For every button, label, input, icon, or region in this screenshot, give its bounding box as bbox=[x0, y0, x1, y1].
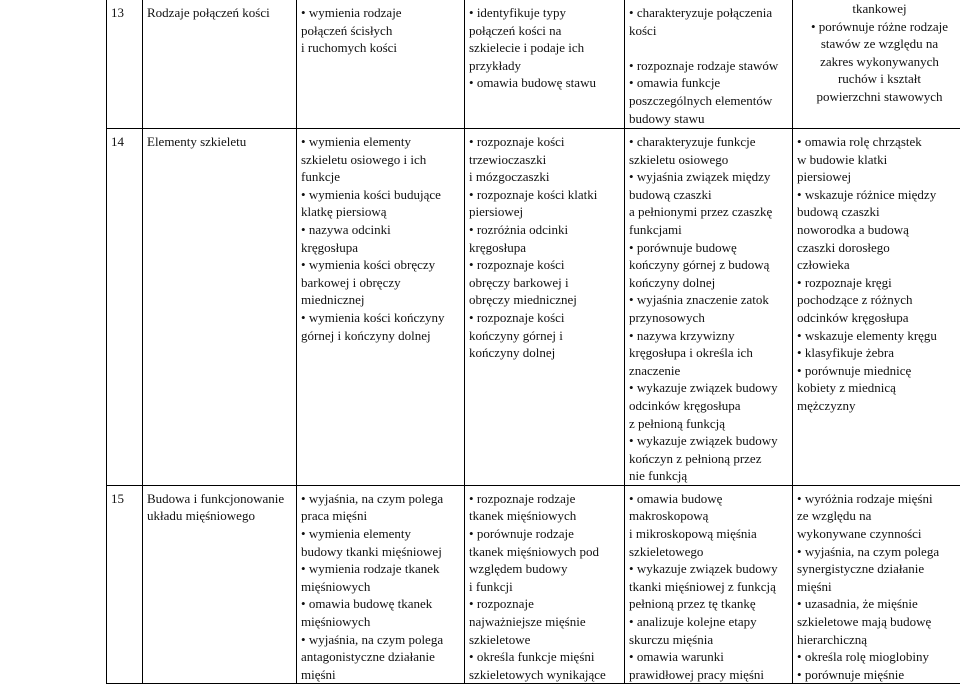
continuation-line: hierarchiczną bbox=[797, 631, 960, 649]
bullet-item: • wyjaśnia związek między bbox=[629, 168, 792, 186]
continuation-line bbox=[629, 39, 792, 57]
bullet-item: • rozróżnia odcinki bbox=[469, 221, 624, 239]
requirements-cell bbox=[297, 0, 465, 129]
continuation-line: poszczególnych elementów bbox=[629, 92, 792, 110]
lesson-topic bbox=[143, 485, 297, 684]
continuation-line: zakres wykonywanych bbox=[797, 53, 960, 71]
topic-line: Elementy szkieletu bbox=[147, 133, 294, 151]
bullet-item: • uzasadnia, że mięśnie bbox=[797, 595, 960, 613]
continuation-line: tkanki mięśniowej z funkcją bbox=[629, 578, 792, 596]
topic-line: Budowa i funkcjonowanie bbox=[147, 490, 294, 508]
requirements-cell bbox=[297, 129, 465, 486]
continuation-line: powierzchni stawowych bbox=[797, 88, 960, 106]
continuation-line: mięśni bbox=[301, 666, 464, 684]
continuation-line: względem budowy bbox=[469, 560, 624, 578]
page-margin bbox=[0, 0, 106, 608]
continuation-line: tkanek mięśniowych pod bbox=[469, 543, 624, 561]
continuation-line: prawidłowej pracy mięśni bbox=[629, 666, 792, 684]
continuation-line: kończyny górnej i bbox=[469, 327, 624, 345]
continuation-line: trzewioczaszki bbox=[469, 151, 624, 169]
table-row bbox=[107, 485, 960, 684]
bullet-item: • klasyfikuje żebra bbox=[797, 344, 960, 362]
continuation-line: przykłady bbox=[469, 57, 624, 75]
bullet-item: • nazywa odcinki bbox=[301, 221, 464, 239]
continuation-line: budowy stawu bbox=[629, 110, 792, 128]
bullet-item: • wymienia rodzaje bbox=[301, 4, 464, 22]
continuation-line: i funkcji bbox=[469, 578, 624, 596]
table-row bbox=[107, 0, 960, 129]
bullet-item: • wykazuje związek budowy bbox=[629, 379, 792, 397]
continuation-line: z pełnioną funkcją bbox=[629, 415, 792, 433]
continuation-line: obręczy miednicznej bbox=[469, 291, 624, 309]
continuation-line: tkanek mięśniowych bbox=[469, 507, 624, 525]
continuation-line: i mózgoczaszki bbox=[469, 168, 624, 186]
continuation-line: górnej i kończyny dolnej bbox=[301, 327, 464, 345]
bullet-item: • porównuje rodzaje bbox=[469, 525, 624, 543]
requirements-cell bbox=[465, 485, 625, 684]
continuation-line: szkielecie i podaje ich bbox=[469, 39, 624, 57]
topic-line: układu mięśniowego bbox=[147, 507, 294, 525]
continuation-line: w budowie klatki bbox=[797, 151, 960, 169]
bullet-item: • rozpoznaje kręgi bbox=[797, 274, 960, 292]
continuation-line: kończyny dolnej bbox=[629, 274, 792, 292]
continuation-line: mięśni bbox=[797, 578, 960, 596]
continuation-line: makroskopową bbox=[629, 507, 792, 525]
lesson-number bbox=[107, 485, 143, 684]
bullet-item: • omawia warunki bbox=[629, 648, 792, 666]
continuation-line: piersiowej bbox=[469, 203, 624, 221]
continuation-line: skurczu mięśnia bbox=[629, 631, 792, 649]
lesson-number bbox=[107, 0, 143, 129]
bullet-item: • wyjaśnia znaczenie zatok bbox=[629, 291, 792, 309]
bullet-item: • analizuje kolejne etapy bbox=[629, 613, 792, 631]
table-body bbox=[107, 0, 960, 684]
continuation-line: szkieletu osiowego i ich bbox=[301, 151, 464, 169]
bullet-item: • wymienia rodzaje tkanek bbox=[301, 560, 464, 578]
bullet-item: • porównuje różne rodzaje bbox=[797, 18, 960, 36]
bullet-item: • omawia budowę stawu bbox=[469, 74, 624, 92]
bullet-item: • wyjaśnia, na czym polega bbox=[797, 543, 960, 561]
bullet-item: • rozpoznaje kości bbox=[469, 133, 624, 151]
continuation-line: piersiowej bbox=[797, 168, 960, 186]
continuation-line: kręgosłupa bbox=[469, 239, 624, 257]
continuation-line: szkieletowego bbox=[629, 543, 792, 561]
continuation-line: budową czaszki bbox=[629, 186, 792, 204]
topic-line: Rodzaje połączeń kości bbox=[147, 4, 294, 22]
bullet-item: • identyfikuje typy bbox=[469, 4, 624, 22]
bullet-item: • omawia budowę bbox=[629, 490, 792, 508]
continuation-line: kręgosłupa i określa ich bbox=[629, 344, 792, 362]
bullet-item: • omawia funkcje bbox=[629, 74, 792, 92]
continuation-line: funkcjami bbox=[629, 221, 792, 239]
bullet-item: • określa rolę mioglobiny bbox=[797, 648, 960, 666]
bullet-item: • wskazuje elementy kręgu bbox=[797, 327, 960, 345]
continuation-line: połączeń ścisłych bbox=[301, 22, 464, 40]
bullet-item: • wykazuje związek budowy bbox=[629, 560, 792, 578]
requirements-cell bbox=[625, 485, 793, 684]
requirements-cell bbox=[625, 129, 793, 486]
bullet-item: • wykazuje związek budowy bbox=[629, 432, 792, 450]
continuation-line: antagonistyczne działanie bbox=[301, 648, 464, 666]
continuation-line: szkieletowych wynikające bbox=[469, 666, 624, 684]
continuation-line: synergistyczne działanie bbox=[797, 560, 960, 578]
bullet-item: • omawia rolę chrząstek bbox=[797, 133, 960, 151]
continuation-line: klatkę piersiową bbox=[301, 203, 464, 221]
lesson-number-text: 13 bbox=[111, 5, 124, 20]
continuation-line: kobiety z miednicą bbox=[797, 379, 960, 397]
bullet-item: • wymienia kości budujące bbox=[301, 186, 464, 204]
continuation-line: nie funkcją bbox=[629, 467, 792, 485]
bullet-item: • rozpoznaje kości bbox=[469, 309, 624, 327]
bullet-item: • rozpoznaje kości bbox=[469, 256, 624, 274]
bullet-item: • charakteryzuje połączenia bbox=[629, 4, 792, 22]
continuation-line: najważniejsze mięśnie bbox=[469, 613, 624, 631]
requirements-cell bbox=[297, 485, 465, 684]
continuation-line: funkcje bbox=[301, 168, 464, 186]
continuation-line: obręczy barkowej i bbox=[469, 274, 624, 292]
continuation-line: czaszki dorosłego bbox=[797, 239, 960, 257]
bullet-item: • rozpoznaje kości klatki bbox=[469, 186, 624, 204]
continuation-line: mięśniowych bbox=[301, 578, 464, 596]
bullet-item: • określa funkcje mięśni bbox=[469, 648, 624, 666]
curriculum-table bbox=[106, 0, 960, 684]
table-row bbox=[107, 129, 960, 486]
continuation-line: a pełnionymi przez czaszkę bbox=[629, 203, 792, 221]
continuation-line: i mikroskopową mięśnia bbox=[629, 525, 792, 543]
bullet-item: • wyróżnia rodzaje mięśni bbox=[797, 490, 960, 508]
lesson-topic bbox=[143, 129, 297, 486]
continuation-line: szkieletowe bbox=[469, 631, 624, 649]
bullet-item: • porównuje miednicę bbox=[797, 362, 960, 380]
continuation-line: praca mięśni bbox=[301, 507, 464, 525]
bullet-item: • wymienia kości kończyny bbox=[301, 309, 464, 327]
continuation-line: barkowej i obręczy bbox=[301, 274, 464, 292]
bullet-item: • nazywa krzywizny bbox=[629, 327, 792, 345]
continuation-line: mężczyzny bbox=[797, 397, 960, 415]
continuation-line: odcinków kręgosłupa bbox=[797, 309, 960, 327]
lesson-number-text: 14 bbox=[111, 134, 124, 149]
continuation-line: znaczenie bbox=[629, 362, 792, 380]
bullet-item: • rozpoznaje bbox=[469, 595, 624, 613]
bullet-item: • wymienia kości obręczy bbox=[301, 256, 464, 274]
lesson-number bbox=[107, 129, 143, 486]
continuation-line: przynosowych bbox=[629, 309, 792, 327]
bullet-item: • porównuje budowę bbox=[629, 239, 792, 257]
bullet-item: • wymienia elementy bbox=[301, 525, 464, 543]
bullet-item: • wymienia elementy bbox=[301, 133, 464, 151]
continuation-line: kończyny dolnej bbox=[469, 344, 624, 362]
bullet-item: • omawia budowę tkanek bbox=[301, 595, 464, 613]
bullet-item: • wyjaśnia, na czym polega bbox=[301, 490, 464, 508]
continuation-line: noworodka a budową bbox=[797, 221, 960, 239]
bullet-item: • charakteryzuje funkcje bbox=[629, 133, 792, 151]
bullet-item: • rozpoznaje rodzaje stawów bbox=[629, 57, 792, 75]
requirements-cell bbox=[465, 129, 625, 486]
requirements-cell bbox=[793, 485, 960, 684]
continuation-line: szkieletu osiowego bbox=[629, 151, 792, 169]
bullet-item: • rozpoznaje rodzaje bbox=[469, 490, 624, 508]
continuation-line: szkieletowe mają budowę bbox=[797, 613, 960, 631]
requirements-cell bbox=[625, 0, 793, 129]
continuation-line: ruchów i kształt bbox=[797, 70, 960, 88]
continuation-line: pełnioną przez tę tkankę bbox=[629, 595, 792, 613]
continuation-line: wykonywane czynności bbox=[797, 525, 960, 543]
continuation-line: kręgosłupa bbox=[301, 239, 464, 257]
lesson-topic bbox=[143, 0, 297, 129]
bullet-item: • wskazuje różnice między bbox=[797, 186, 960, 204]
continuation-line: kości bbox=[629, 22, 792, 40]
continuation-line: i ruchomych kości bbox=[301, 39, 464, 57]
continuation-line: połączeń kości na bbox=[469, 22, 624, 40]
continuation-line: ze względu na bbox=[797, 507, 960, 525]
continuation-line: tkankowej bbox=[797, 0, 960, 18]
bullet-item: • wyjaśnia, na czym polega bbox=[301, 631, 464, 649]
continuation-line: kończyny górnej z budową bbox=[629, 256, 792, 274]
continuation-line: budową czaszki bbox=[797, 203, 960, 221]
requirements-cell bbox=[793, 129, 960, 486]
continuation-line: miednicznej bbox=[301, 291, 464, 309]
continuation-line: budowy tkanki mięśniowej bbox=[301, 543, 464, 561]
bullet-item: • porównuje mięśnie bbox=[797, 666, 960, 684]
continuation-line: człowieka bbox=[797, 256, 960, 274]
requirements-cell bbox=[465, 0, 625, 129]
continuation-line: kończyn z pełnioną przez bbox=[629, 450, 792, 468]
requirements-cell bbox=[793, 0, 960, 129]
continuation-line: mięśniowych bbox=[301, 613, 464, 631]
lesson-number-text: 15 bbox=[111, 491, 124, 506]
continuation-line: stawów ze względu na bbox=[797, 35, 960, 53]
continuation-line: odcinków kręgosłupa bbox=[629, 397, 792, 415]
continuation-line: pochodzące z różnych bbox=[797, 291, 960, 309]
